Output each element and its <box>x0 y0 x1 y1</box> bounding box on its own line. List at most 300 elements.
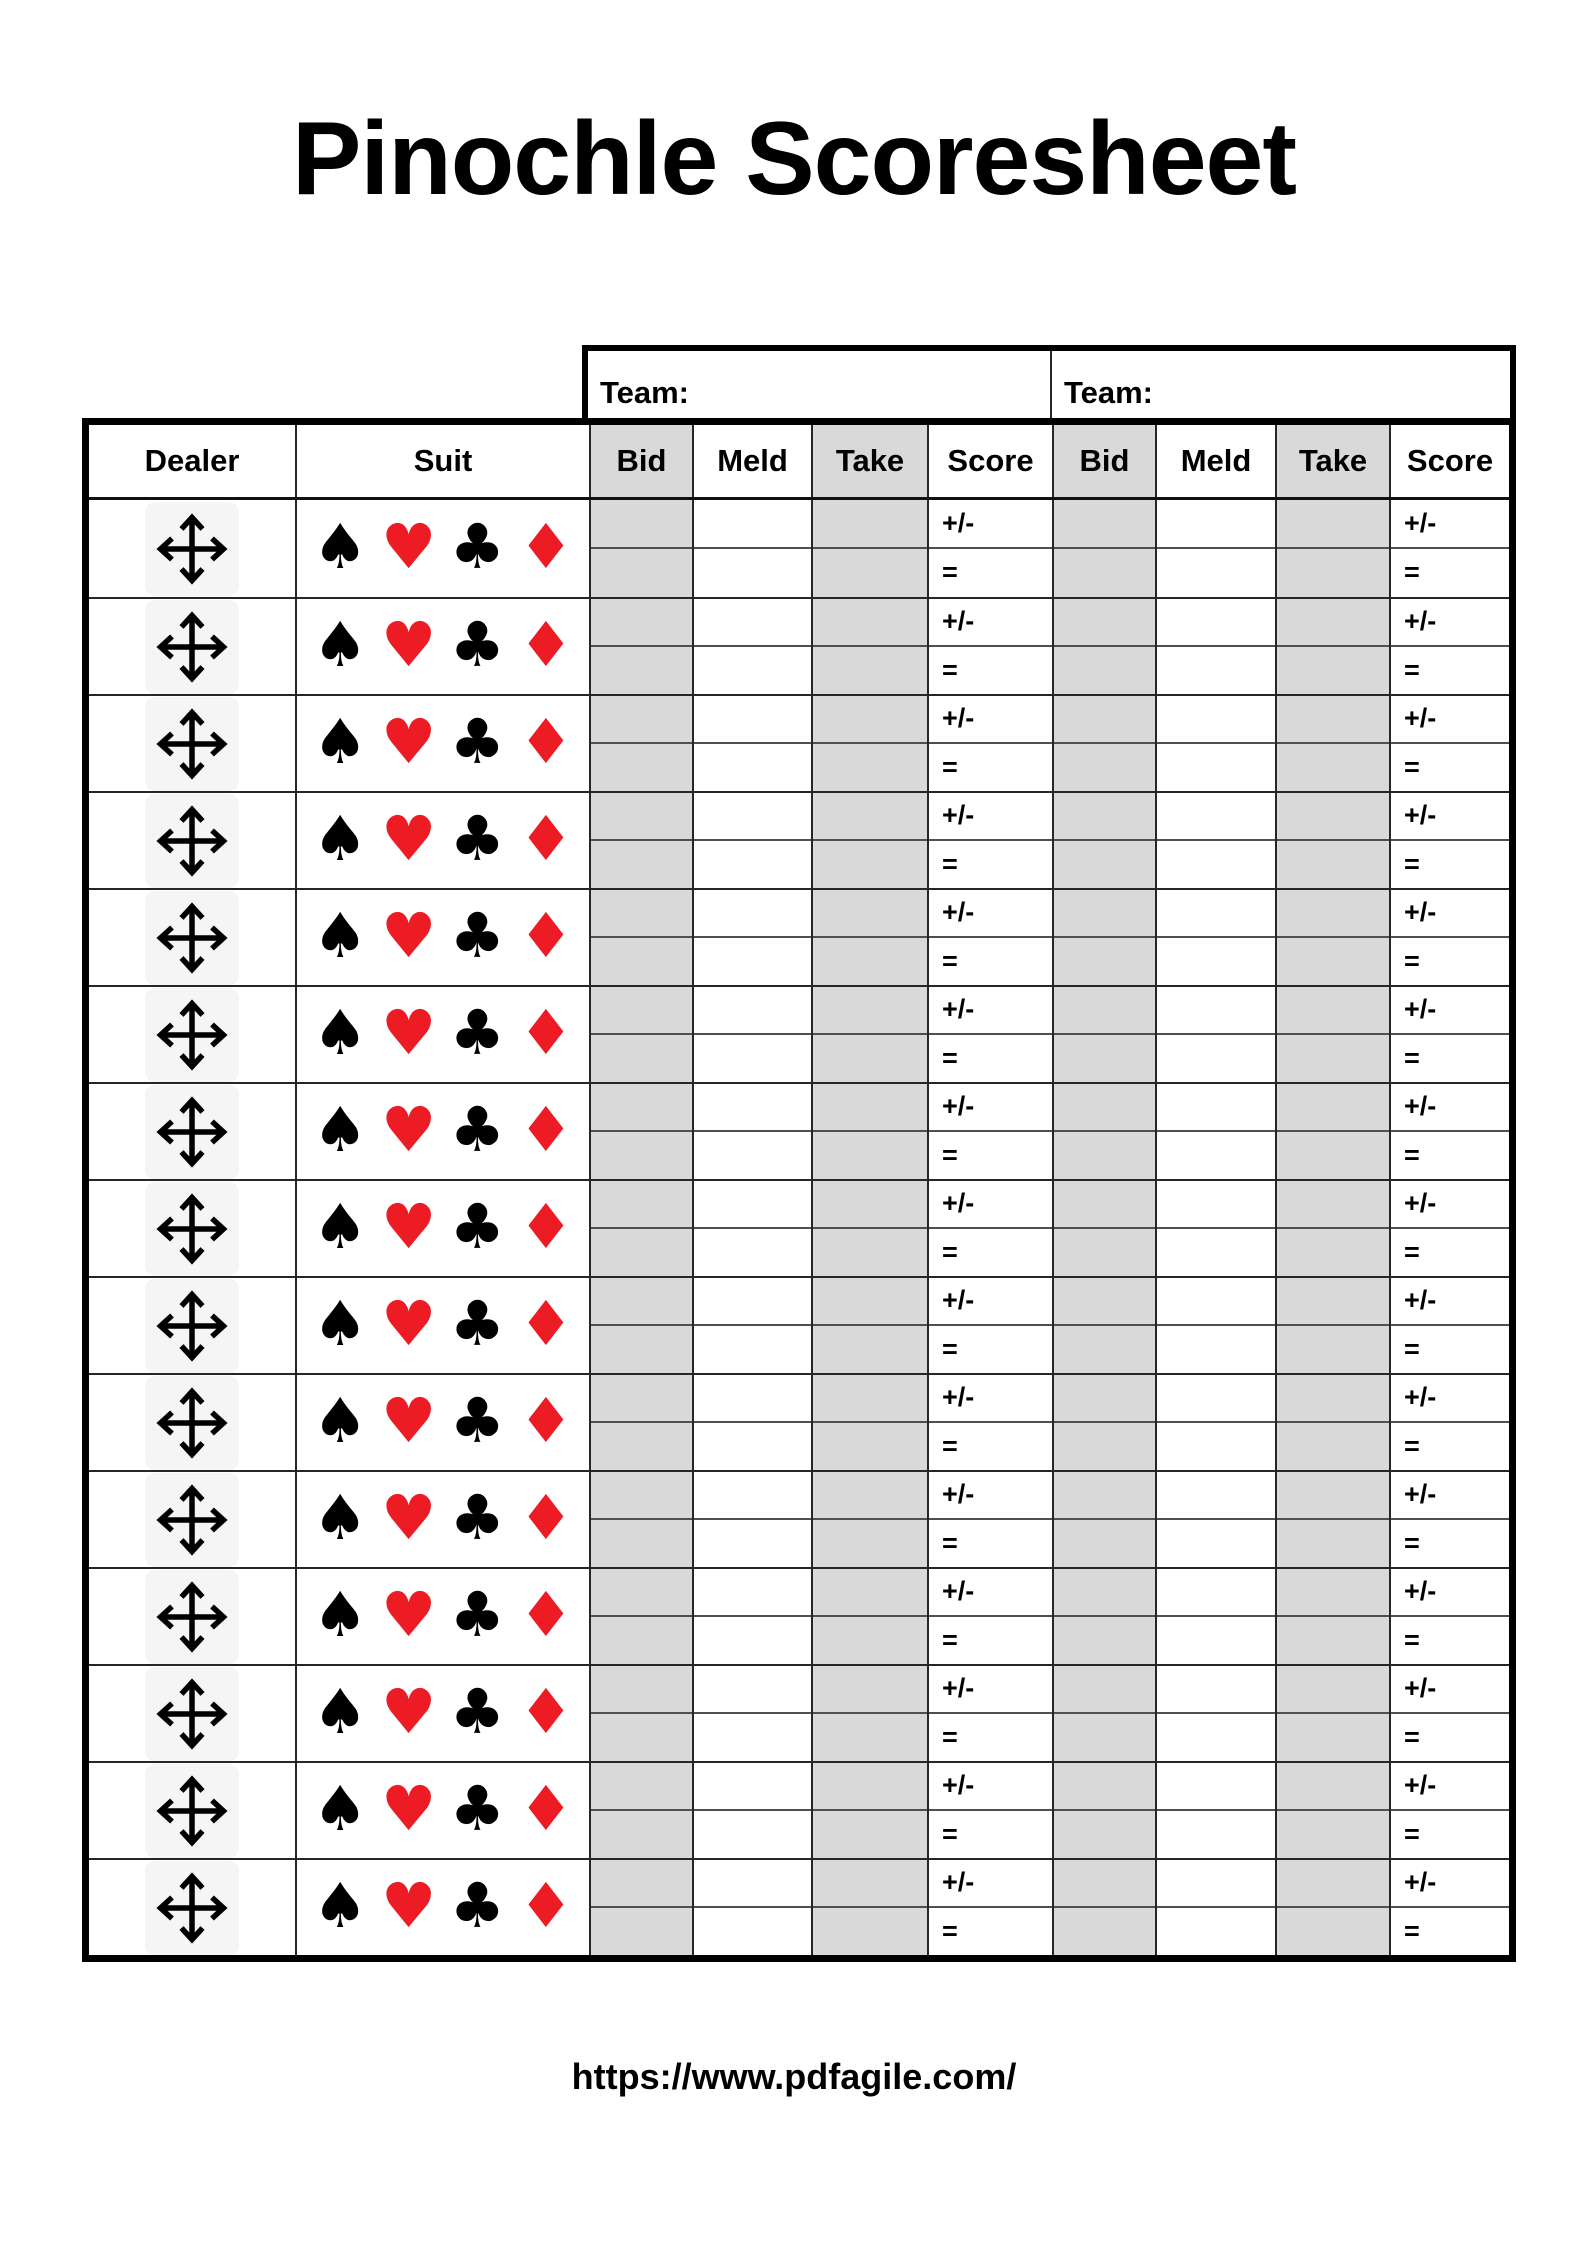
team1-take-cell <box>811 1278 927 1373</box>
team1-meld-cell <box>692 1278 811 1373</box>
team2-take-entry-top <box>1277 1084 1389 1132</box>
team2-take-cell <box>1275 1666 1389 1761</box>
diamond-icon: ♦ <box>518 1480 574 1554</box>
team1-bid-entry-top <box>591 1860 692 1908</box>
team1-meld-entry-top <box>694 1181 811 1229</box>
team1-score-cell <box>927 1666 1052 1761</box>
heart-icon: ♥ <box>380 1383 437 1457</box>
team1-bid-entry-bottom <box>591 1229 692 1277</box>
team2-take-entry-top <box>1277 696 1389 744</box>
team2-meld-entry-top <box>1157 1666 1275 1714</box>
spade-icon: ♠ <box>312 1480 368 1554</box>
team1-score-equals-row: = <box>942 1042 958 1073</box>
move-arrows-icon <box>145 1473 239 1567</box>
team2-meld-entry-bottom <box>1157 744 1275 792</box>
team1-meld-entry-top <box>694 1084 811 1132</box>
heart-icon: ♥ <box>380 1480 437 1554</box>
team2-score-cell <box>1389 500 1509 597</box>
team1-take-entry-bottom <box>813 841 927 889</box>
team2-meld-cell <box>1155 1860 1275 1955</box>
team2-meld-entry-bottom <box>1157 647 1275 695</box>
team2-bid-entry-top <box>1054 1181 1155 1229</box>
club-icon: ♣ <box>449 1383 506 1457</box>
team2-bid-entry-bottom <box>1054 1132 1155 1180</box>
team2-score-plus-row: +/- <box>1391 500 1509 549</box>
column-header-team1-bid: Bid <box>589 425 692 497</box>
team1-score-equals-row: = <box>942 1236 958 1267</box>
club-icon: ♣ <box>449 995 506 1069</box>
team2-score-plus-row: +/- <box>1391 1084 1509 1132</box>
team2-name-field <box>1052 351 1510 418</box>
team2-bid-entry-top <box>1054 696 1155 744</box>
team2-bid-entry-bottom <box>1054 1423 1155 1471</box>
team2-bid-entry-top <box>1054 1375 1155 1423</box>
team2-meld-cell <box>1155 1472 1275 1567</box>
team2-take-entry-bottom <box>1277 1326 1389 1374</box>
game-row <box>89 1567 1509 1664</box>
move-arrows-icon <box>145 1570 239 1664</box>
team2-meld-entry-top <box>1157 696 1275 744</box>
team2-take-entry-bottom <box>1277 1035 1389 1083</box>
team2-take-cell <box>1275 1084 1389 1179</box>
spade-icon: ♠ <box>312 1771 368 1845</box>
game-row <box>89 791 1509 888</box>
dealer-cell <box>89 500 295 597</box>
team1-bid-entry-bottom <box>591 1714 692 1762</box>
move-arrows-icon <box>145 1667 239 1761</box>
team2-score-cell <box>1389 987 1509 1082</box>
team2-take-cell <box>1275 793 1389 888</box>
team2-bid-entry-top <box>1054 890 1155 938</box>
team2-bid-entry-top <box>1054 599 1155 647</box>
team1-meld-cell <box>692 987 811 1082</box>
team2-score-equals-row: = <box>1404 1139 1420 1170</box>
suit-cell <box>295 696 589 791</box>
team1-take-cell <box>811 1375 927 1470</box>
game-row <box>89 1664 1509 1761</box>
heart-icon: ♥ <box>380 509 437 583</box>
heart-icon: ♥ <box>380 1092 437 1166</box>
team1-meld-entry-top <box>694 1278 811 1326</box>
team1-take-cell <box>811 599 927 694</box>
team2-score-plus-row: +/- <box>1391 1278 1509 1326</box>
team1-score-cell <box>927 599 1052 694</box>
team2-bid-cell <box>1052 500 1155 597</box>
team2-take-entry-top <box>1277 1375 1389 1423</box>
team2-meld-entry-bottom <box>1157 1811 1275 1859</box>
team1-take-entry-top <box>813 696 927 744</box>
team2-take-cell <box>1275 890 1389 985</box>
dealer-cell <box>89 1472 295 1567</box>
team1-take-cell <box>811 1860 927 1955</box>
game-row <box>89 1761 1509 1858</box>
team1-bid-entry-top <box>591 1569 692 1617</box>
dealer-cell <box>89 1666 295 1761</box>
team1-take-entry-bottom <box>813 1908 927 1956</box>
team2-bid-cell <box>1052 1666 1155 1761</box>
team2-bid-entry-top <box>1054 1763 1155 1811</box>
team1-take-cell <box>811 500 927 597</box>
team1-bid-entry-top <box>591 1278 692 1326</box>
team1-take-cell <box>811 1084 927 1179</box>
move-arrows-icon <box>145 600 239 694</box>
team1-meld-entry-top <box>694 1472 811 1520</box>
score-table <box>82 418 1516 1962</box>
team2-meld-entry-top <box>1157 1084 1275 1132</box>
club-icon: ♣ <box>449 1286 506 1360</box>
team1-score-plus-row: +/- <box>929 1569 1052 1617</box>
game-row <box>89 1858 1509 1955</box>
team2-bid-cell <box>1052 1084 1155 1179</box>
team2-meld-cell <box>1155 500 1275 597</box>
team2-take-entry-bottom <box>1277 647 1389 695</box>
suit-cell <box>295 1666 589 1761</box>
team1-take-cell <box>811 696 927 791</box>
suit-cell <box>295 1569 589 1664</box>
club-icon: ♣ <box>449 1092 506 1166</box>
team2-take-entry-bottom <box>1277 1132 1389 1180</box>
team1-meld-entry-top <box>694 793 811 841</box>
team1-score-plus-row: +/- <box>929 1181 1052 1229</box>
dealer-cell <box>89 1181 295 1276</box>
team1-score-plus-row: +/- <box>929 1375 1052 1423</box>
team1-score-equals-row: = <box>942 1818 958 1849</box>
column-header-team2-score: Score <box>1389 425 1509 497</box>
team1-meld-entry-top <box>694 1569 811 1617</box>
team2-bid-entry-bottom <box>1054 841 1155 889</box>
team2-bid-entry-bottom <box>1054 1811 1155 1859</box>
team2-bid-cell <box>1052 1860 1155 1955</box>
team2-meld-cell <box>1155 890 1275 985</box>
team1-bid-entry-top <box>591 1472 692 1520</box>
team2-score-plus-row: +/- <box>1391 1569 1509 1617</box>
team2-take-cell <box>1275 696 1389 791</box>
team1-score-plus-row: +/- <box>929 599 1052 647</box>
team1-score-equals-row: = <box>942 1721 958 1752</box>
team1-score-cell <box>927 1375 1052 1470</box>
team2-take-entry-bottom <box>1277 1229 1389 1277</box>
team1-meld-cell <box>692 1181 811 1276</box>
team2-meld-cell <box>1155 599 1275 694</box>
team1-bid-cell <box>589 793 692 888</box>
diamond-icon: ♦ <box>518 995 574 1069</box>
team2-score-plus-row: +/- <box>1391 1181 1509 1229</box>
team2-take-entry-top <box>1277 599 1389 647</box>
team1-score-plus-row: +/- <box>929 1763 1052 1811</box>
team1-score-equals-row: = <box>942 1527 958 1558</box>
spade-icon: ♠ <box>312 1286 368 1360</box>
team1-take-entry-top <box>813 1860 927 1908</box>
team2-meld-entry-bottom <box>1157 1714 1275 1762</box>
team1-score-cell <box>927 1472 1052 1567</box>
team1-meld-cell <box>692 1375 811 1470</box>
team1-meld-entry-bottom <box>694 744 811 792</box>
game-rows <box>89 500 1509 1955</box>
team1-label: Team: <box>600 375 690 410</box>
team1-take-cell <box>811 1181 927 1276</box>
team2-take-entry-bottom <box>1277 1811 1389 1859</box>
team2-score-equals-row: = <box>1404 557 1420 588</box>
team1-meld-entry-top <box>694 890 811 938</box>
team2-meld-entry-bottom <box>1157 938 1275 986</box>
club-icon: ♣ <box>449 1189 506 1263</box>
team1-meld-entry-top <box>694 1666 811 1714</box>
team1-score-plus-row: +/- <box>929 1666 1052 1714</box>
team2-meld-entry-bottom <box>1157 549 1275 598</box>
club-icon: ♣ <box>449 898 506 972</box>
team2-bid-cell <box>1052 1278 1155 1373</box>
team2-meld-cell <box>1155 793 1275 888</box>
team1-bid-cell <box>589 1763 692 1858</box>
team1-bid-entry-bottom <box>591 1132 692 1180</box>
team1-bid-entry-top <box>591 1084 692 1132</box>
diamond-icon: ♦ <box>518 1286 574 1360</box>
heart-icon: ♥ <box>380 1577 437 1651</box>
team1-take-entry-top <box>813 987 927 1035</box>
team1-bid-entry-bottom <box>591 1326 692 1374</box>
heart-icon: ♥ <box>380 1868 437 1942</box>
team2-take-entry-top <box>1277 1181 1389 1229</box>
heart-icon: ♥ <box>380 898 437 972</box>
team1-take-entry-top <box>813 793 927 841</box>
team1-score-plus-row: +/- <box>929 1278 1052 1326</box>
team2-score-cell <box>1389 696 1509 791</box>
team2-meld-entry-bottom <box>1157 1229 1275 1277</box>
team2-meld-entry-top <box>1157 1472 1275 1520</box>
dealer-cell <box>89 1860 295 1955</box>
team2-bid-entry-bottom <box>1054 1714 1155 1762</box>
team2-meld-cell <box>1155 1763 1275 1858</box>
team1-take-entry-bottom <box>813 1811 927 1859</box>
team1-take-entry-bottom <box>813 1520 927 1568</box>
dealer-cell <box>89 793 295 888</box>
team2-take-cell <box>1275 1763 1389 1858</box>
team1-take-cell <box>811 987 927 1082</box>
team1-meld-cell <box>692 500 811 597</box>
team2-meld-entry-top <box>1157 1569 1275 1617</box>
dealer-cell <box>89 696 295 791</box>
diamond-icon: ♦ <box>518 1189 574 1263</box>
team1-take-entry-bottom <box>813 647 927 695</box>
game-row <box>89 500 1509 597</box>
team2-bid-entry-bottom <box>1054 1326 1155 1374</box>
column-header-row <box>89 425 1509 500</box>
team1-meld-cell <box>692 599 811 694</box>
move-arrows-icon <box>145 988 239 1082</box>
team2-bid-entry-bottom <box>1054 744 1155 792</box>
team2-score-cell <box>1389 1278 1509 1373</box>
move-arrows-icon <box>145 794 239 888</box>
team2-score-equals-row: = <box>1404 1042 1420 1073</box>
dealer-cell <box>89 890 295 985</box>
team1-bid-cell <box>589 500 692 597</box>
team2-score-plus-row: +/- <box>1391 987 1509 1035</box>
team2-score-equals-row: = <box>1404 1915 1420 1946</box>
diamond-icon: ♦ <box>518 509 574 583</box>
team1-bid-cell <box>589 599 692 694</box>
team2-bid-entry-bottom <box>1054 549 1155 598</box>
team1-meld-cell <box>692 1860 811 1955</box>
team2-score-plus-row: +/- <box>1391 1375 1509 1423</box>
team2-take-entry-top <box>1277 1763 1389 1811</box>
team2-meld-entry-top <box>1157 1278 1275 1326</box>
diamond-icon: ♦ <box>518 704 574 778</box>
team1-bid-entry-top <box>591 987 692 1035</box>
team2-score-equals-row: = <box>1404 1624 1420 1655</box>
team1-bid-entry-top <box>591 890 692 938</box>
suit-cell <box>295 1375 589 1470</box>
spade-icon: ♠ <box>312 995 368 1069</box>
diamond-icon: ♦ <box>518 1577 574 1651</box>
team1-score-equals-row: = <box>942 751 958 782</box>
team2-meld-entry-bottom <box>1157 1617 1275 1665</box>
diamond-icon: ♦ <box>518 1771 574 1845</box>
team1-bid-cell <box>589 1375 692 1470</box>
team1-bid-cell <box>589 1084 692 1179</box>
team1-take-cell <box>811 1569 927 1664</box>
team1-bid-entry-top <box>591 1763 692 1811</box>
team1-bid-entry-top <box>591 1666 692 1714</box>
team2-meld-cell <box>1155 1181 1275 1276</box>
team2-score-equals-row: = <box>1404 1430 1420 1461</box>
team1-bid-cell <box>589 1278 692 1373</box>
team2-take-entry-bottom <box>1277 549 1389 598</box>
footer-link[interactable]: https://www.pdfagile.com/ <box>571 2056 1017 2097</box>
team2-score-cell <box>1389 599 1509 694</box>
team2-score-equals-row: = <box>1404 848 1420 879</box>
suit-cell <box>295 500 589 597</box>
team1-bid-entry-bottom <box>591 1423 692 1471</box>
team1-score-plus-row: +/- <box>929 890 1052 938</box>
move-arrows-icon <box>145 891 239 985</box>
team1-score-equals-row: = <box>942 1915 958 1946</box>
team1-take-entry-top <box>813 1569 927 1617</box>
team2-score-plus-row: +/- <box>1391 599 1509 647</box>
team1-bid-entry-bottom <box>591 1617 692 1665</box>
dealer-cell <box>89 1569 295 1664</box>
team1-score-equals-row: = <box>942 1624 958 1655</box>
column-header-dealer: Dealer <box>144 443 240 478</box>
team1-meld-entry-bottom <box>694 938 811 986</box>
move-arrows-icon <box>145 502 239 596</box>
team2-take-cell <box>1275 1278 1389 1373</box>
team2-score-cell <box>1389 1472 1509 1567</box>
game-row <box>89 985 1509 1082</box>
team2-bid-cell <box>1052 1181 1155 1276</box>
heart-icon: ♥ <box>380 704 437 778</box>
team1-meld-entry-bottom <box>694 1229 811 1277</box>
team1-bid-entry-bottom <box>591 841 692 889</box>
team2-score-cell <box>1389 1181 1509 1276</box>
team2-take-entry-bottom <box>1277 1520 1389 1568</box>
team1-bid-entry-top <box>591 599 692 647</box>
team1-take-entry-top <box>813 1666 927 1714</box>
column-header-suit: Suit <box>295 425 589 497</box>
team1-meld-cell <box>692 1569 811 1664</box>
team1-score-equals-row: = <box>942 1333 958 1364</box>
team1-name-field <box>588 351 1052 418</box>
heart-icon: ♥ <box>380 801 437 875</box>
team2-meld-cell <box>1155 1569 1275 1664</box>
team2-bid-entry-top <box>1054 1278 1155 1326</box>
team2-take-entry-top <box>1277 1278 1389 1326</box>
team1-score-cell <box>927 1084 1052 1179</box>
team1-meld-entry-bottom <box>694 647 811 695</box>
team2-score-plus-row: +/- <box>1391 793 1509 841</box>
move-arrows-icon <box>145 1085 239 1179</box>
team1-score-cell <box>927 1181 1052 1276</box>
team2-take-cell <box>1275 1181 1389 1276</box>
team2-meld-cell <box>1155 987 1275 1082</box>
team2-bid-entry-bottom <box>1054 647 1155 695</box>
spade-icon: ♠ <box>312 898 368 972</box>
team1-take-entry-bottom <box>813 1423 927 1471</box>
club-icon: ♣ <box>449 801 506 875</box>
team1-bid-entry-top <box>591 1375 692 1423</box>
team2-bid-entry-top <box>1054 1569 1155 1617</box>
team2-take-entry-top <box>1277 1860 1389 1908</box>
team2-take-cell <box>1275 1860 1389 1955</box>
team2-meld-cell <box>1155 1666 1275 1761</box>
team1-take-entry-top <box>813 1181 927 1229</box>
team2-take-entry-top <box>1277 987 1389 1035</box>
team2-meld-entry-top <box>1157 987 1275 1035</box>
team1-take-cell <box>811 1666 927 1761</box>
team1-bid-entry-bottom <box>591 744 692 792</box>
team1-meld-entry-bottom <box>694 1035 811 1083</box>
dealer-cell <box>89 987 295 1082</box>
team1-take-entry-bottom <box>813 549 927 598</box>
team1-take-entry-top <box>813 1375 927 1423</box>
team1-take-cell <box>811 1763 927 1858</box>
team2-take-cell <box>1275 599 1389 694</box>
team2-take-cell <box>1275 987 1389 1082</box>
team1-score-equals-row: = <box>942 557 958 588</box>
team2-bid-entry-bottom <box>1054 1520 1155 1568</box>
team2-bid-entry-top <box>1054 1084 1155 1132</box>
team2-score-equals-row: = <box>1404 1818 1420 1849</box>
heart-icon: ♥ <box>380 1771 437 1845</box>
team1-bid-entry-top <box>591 500 692 549</box>
diamond-icon: ♦ <box>518 1383 574 1457</box>
dealer-cell <box>89 599 295 694</box>
team1-meld-cell <box>692 1666 811 1761</box>
team1-meld-cell <box>692 890 811 985</box>
suit-cell <box>295 599 589 694</box>
team2-bid-entry-bottom <box>1054 1229 1155 1277</box>
team2-bid-entry-top <box>1054 1666 1155 1714</box>
team1-meld-entry-bottom <box>694 1811 811 1859</box>
team2-meld-entry-bottom <box>1157 1520 1275 1568</box>
spade-icon: ♠ <box>312 1189 368 1263</box>
column-header-team1-take: Take <box>811 425 927 497</box>
team2-score-plus-row: +/- <box>1391 1860 1509 1908</box>
team1-meld-entry-bottom <box>694 841 811 889</box>
team2-take-entry-top <box>1277 890 1389 938</box>
team2-take-entry-bottom <box>1277 938 1389 986</box>
game-row <box>89 888 1509 985</box>
team1-meld-cell <box>692 1763 811 1858</box>
team1-score-cell <box>927 987 1052 1082</box>
team2-meld-entry-top <box>1157 599 1275 647</box>
club-icon: ♣ <box>449 1674 506 1748</box>
team2-score-cell <box>1389 1375 1509 1470</box>
team2-take-entry-top <box>1277 1569 1389 1617</box>
suit-cell <box>295 1860 589 1955</box>
team1-bid-cell <box>589 1472 692 1567</box>
team2-bid-cell <box>1052 599 1155 694</box>
team2-bid-cell <box>1052 1375 1155 1470</box>
